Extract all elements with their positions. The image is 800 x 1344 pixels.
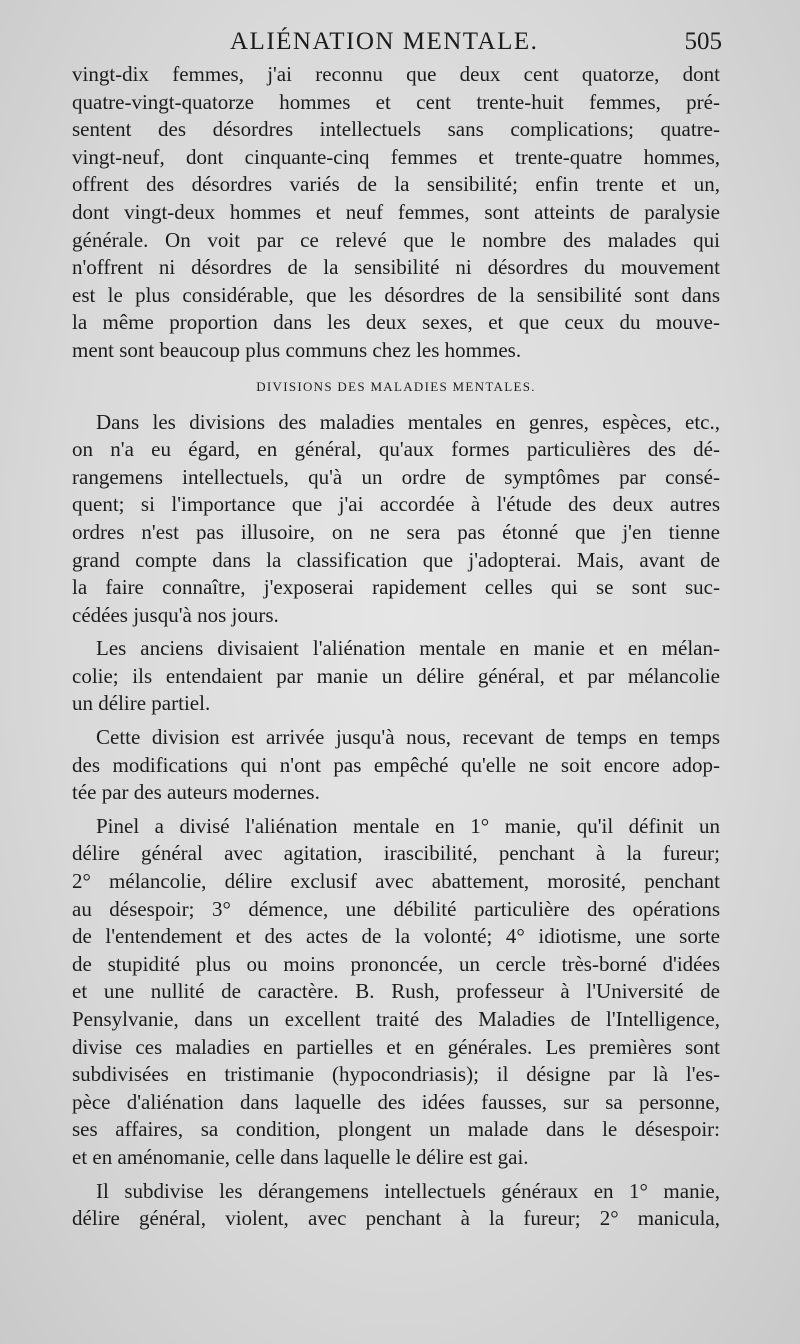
text-line: de l'entendement et des actes de la volonté; 4° idiotisme, une sorte: [72, 924, 720, 949]
text-line: quatre-vingt-quatorze hommes et cent trente-huit femmes, pré-: [72, 89, 720, 114]
text-line: Pensylvanie, dans un excellent traité des Maladies de l'Intelligence,: [72, 1007, 720, 1031]
text-line: vingt-dix femmes, j'ai reconnu que deux cent quatorze, dont: [72, 62, 720, 86]
text-line: quent; si l'importance que j'ai accordée à l'étude des deux autres: [72, 492, 720, 517]
text-line: 2° mélancolie, délire exclusif avec abattement, morosité, penchant: [72, 869, 720, 894]
text-line: vingt-neuf, dont cinquante-cinq femmes et trente-quatre hommes,: [72, 144, 720, 169]
text-line: on n'a eu égard, en général, qu'aux formes particulières des dé-: [72, 437, 720, 462]
text-line: ordres n'est pas illusoire, on ne sera pas étonné que j'en tienne: [72, 519, 720, 544]
text-line: n'offrent ni désordres de la sensibilité ni désordres du mouvement: [72, 255, 720, 280]
text-line: et en aménomanie, celle dans laquelle le délire est gai.: [72, 1144, 529, 1169]
text-line: un délire partiel.: [72, 691, 211, 716]
text-line: colie; ils entendaient par manie un délire général, et par mélancolie: [72, 663, 720, 688]
text-line: cédées jusqu'à nos jours.: [72, 602, 279, 627]
text-line: pèce d'aliénation dans laquelle des idées fausses, sur sa personne,: [72, 1089, 720, 1114]
text-line: subdivisées en tristimanie (hypocondriasis); il désigne par là l'es-: [72, 1062, 720, 1087]
text-line: et une nullité de caractère. B. Rush, professeur à l'Université de: [72, 979, 720, 1004]
text-line: Pinel a divisé l'aliénation mentale en 1° manie, qu'il définit un: [96, 813, 720, 838]
paragraph: [72, 813, 720, 1172]
running-title: ALIÉNATION MENTALE.: [230, 28, 539, 55]
text-line: Il subdivise les dérangemens intellectuels généraux en 1° manie,: [96, 1178, 720, 1203]
text-line: tée par des auteurs modernes.: [72, 780, 320, 805]
text-line: ment sont beaucoup plus communs chez les hommes.: [72, 337, 522, 362]
running-head: [72, 28, 722, 60]
text-line: la même proportion dans les deux sexes, et que ceux du mouve-: [72, 310, 720, 335]
paragraph: [72, 409, 720, 630]
text-line: au désespoir; 3° démence, une débilité particulière des opérations: [72, 896, 720, 921]
text-line: divise ces maladies en partielles et en générales. Les premières sont: [72, 1034, 720, 1059]
text-line: est le plus considérable, que les désordres de la sensibilité sont dans: [72, 282, 720, 307]
text-line: sentent des désordres intellectuels sans complications; quatre-: [72, 117, 720, 142]
page-number: 505: [684, 28, 722, 55]
text-line: dont vingt-deux hommes et neuf femmes, sont atteints de paralysie: [72, 199, 720, 224]
section-heading: DIVISIONS DES MALADIES MENTALES.: [256, 378, 536, 394]
paragraph: [72, 635, 720, 718]
text-line: générale. On voit par ce relevé que le nombre des malades qui: [72, 227, 720, 252]
bottom-margin: [0, 1220, 800, 1344]
text-line: offrent des désordres variés de la sensibilité; enfin trente et un,: [72, 172, 720, 197]
continued-paragraph: [72, 61, 720, 365]
text-line: délire général, violent, avec penchant à la fureur; 2° manicula,: [72, 1206, 720, 1231]
text-line: la faire connaître, j'exposerai rapidement celles qui se sont suc-: [72, 575, 720, 600]
text-line: Dans les divisions des maladies mentales en genres, espèces, etc.,: [96, 409, 720, 434]
text-line: rangemens intellectuels, qu'à un ordre de symptômes par consé-: [72, 464, 720, 489]
text-line: des modifications qui n'ont pas empêché qu'elle ne soit encore adop-: [72, 752, 720, 777]
text-line: grand compte dans la classification que j'adopterai. Mais, avant de: [72, 547, 720, 572]
text-line: délire général avec agitation, irascibilité, penchant à la fureur;: [72, 841, 720, 866]
text-line: Les anciens divisaient l'aliénation mentale en manie et en mélan-: [96, 636, 720, 661]
text-line: de stupidité plus ou moins prononcée, un cercle très-borné d'idées: [72, 951, 720, 976]
paragraph: [72, 724, 720, 807]
text-line: Cette division est arrivée jusqu'à nous, recevant de temps en temps: [96, 725, 720, 750]
body-text: [72, 61, 720, 1233]
text-line: ses affaires, sa condition, plongent un malade dans le désespoir:: [72, 1117, 720, 1142]
